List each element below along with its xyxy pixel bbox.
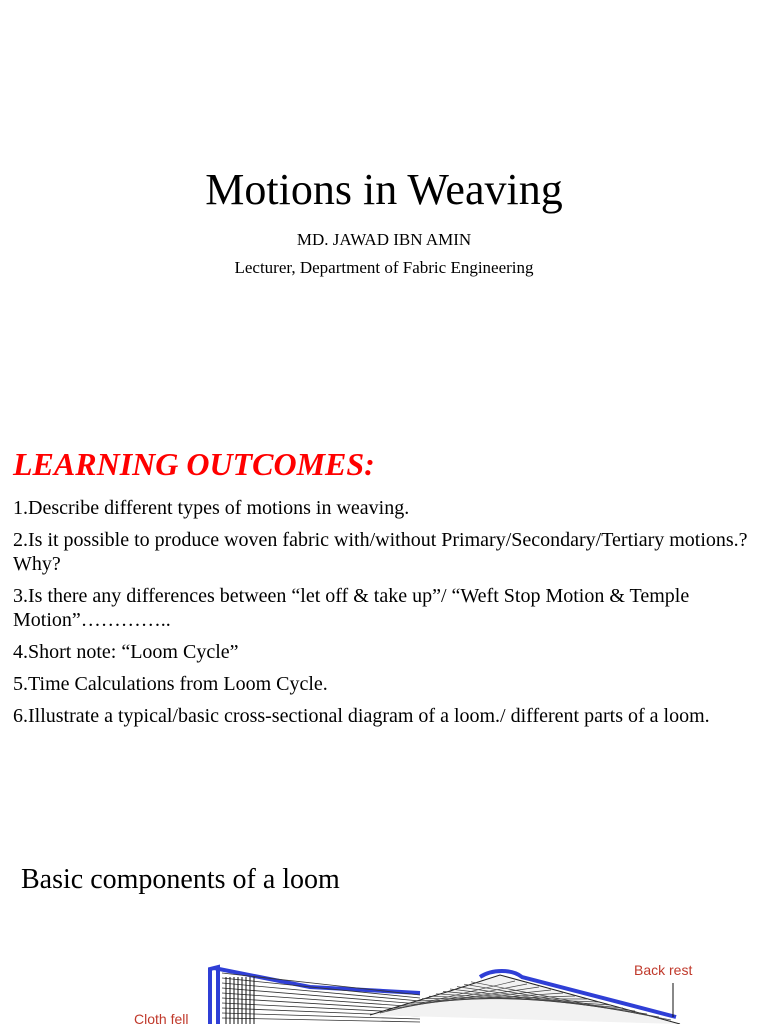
author-name: MD. JAWAD IBN AMIN	[0, 230, 768, 250]
loom-front-frame	[210, 967, 218, 1024]
back-rest-label: Back rest	[634, 961, 692, 979]
cloth-fell-label: Cloth fell	[134, 1010, 188, 1028]
outcome-item-1: 1.Describe different types of motions in weaving.	[13, 496, 755, 520]
outcome-item-6: 6.Illustrate a typical/basic cross-sectional diagram of a loom./ different parts of a loom.	[13, 704, 755, 728]
outcome-item-2: 2.Is it possible to produce woven fabric with/without Primary/Secondary/Tertiary motions.? Why?	[13, 528, 755, 576]
outcome-item-3: 3.Is there any differences between “let off & take up”/ “Weft Stop Motion & Temple Motion”…………..	[13, 584, 755, 632]
author-affiliation: Lecturer, Department of Fabric Engineering	[0, 258, 768, 278]
outcome-item-4: 4.Short note: “Loom Cycle”	[13, 640, 755, 664]
learning-outcomes-heading: LEARNING OUTCOMES:	[13, 444, 375, 484]
page-title: Motions in Weaving	[0, 164, 768, 216]
learning-outcomes-list	[13, 496, 755, 736]
outcome-item-5: 5.Time Calculations from Loom Cycle.	[13, 672, 755, 696]
loom-components-heading: Basic components of a loom	[21, 863, 340, 897]
reed	[226, 977, 254, 1024]
